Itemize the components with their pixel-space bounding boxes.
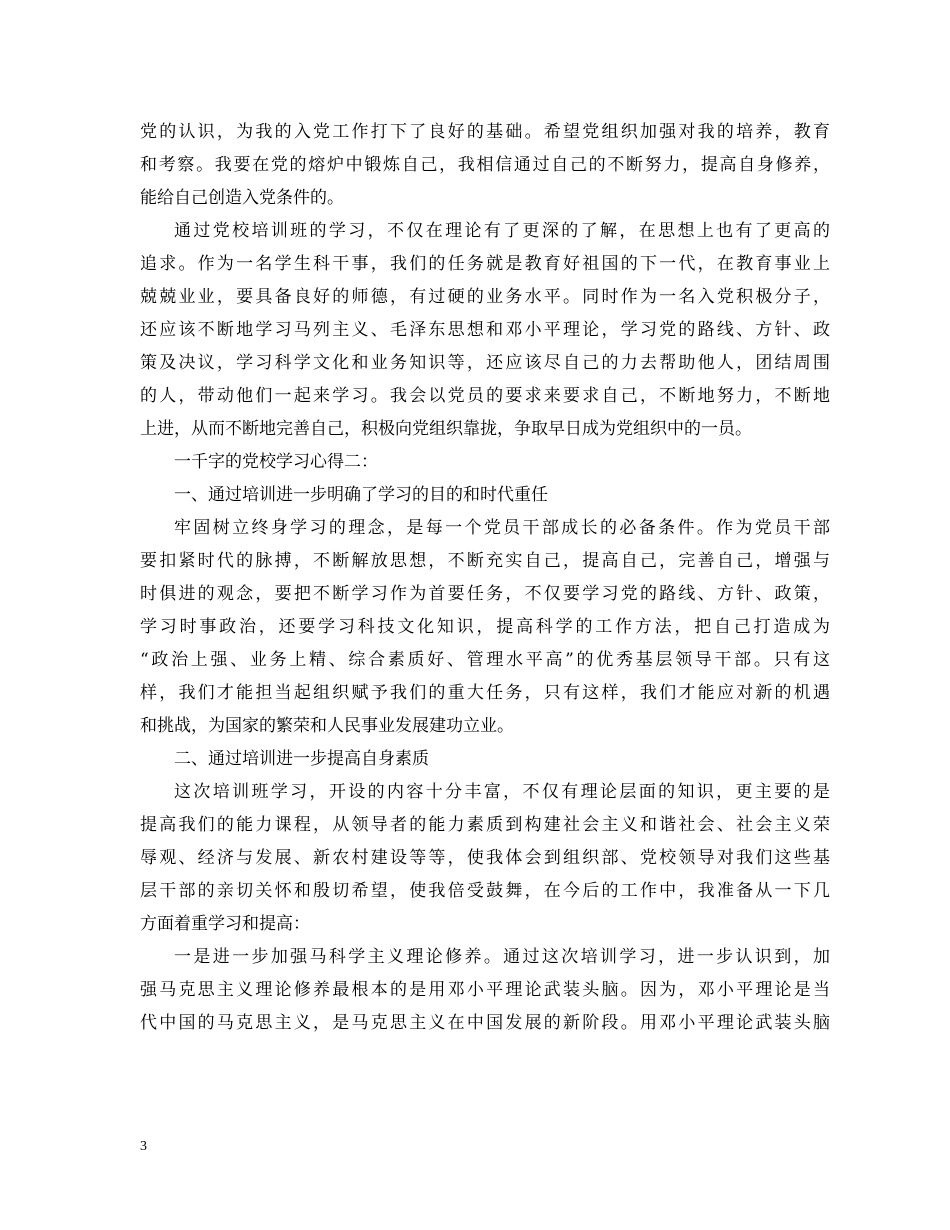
text-line: 的人，带动他们一起来学习。我会以党员的要求来要求自己，不断地努力，不断地 [140, 386, 830, 406]
text-line: 辱观、经济与发展、新农村建设等等，使我体会到组织部、党校领导对我们这些基 [140, 848, 830, 868]
text-line: 牢固树立终身学习的理念，是每一个党员干部成长的必备条件。作为党员干部 [174, 518, 830, 538]
text-line: 层干部的亲切关怀和殷切希望，使我倍受鼓舞，在今后的工作中，我准备从一下几 [140, 881, 830, 901]
text-line: 二、通过培训进一步提高自身素质 [174, 749, 429, 769]
text-line: 党的认识，为我的入党工作打下了良好的基础。希望党组织加强对我的培养，教育 [140, 122, 830, 142]
text-line: 样，我们才能担当起组织赋予我们的重大任务，只有这样，我们才能应对新的机遇 [140, 683, 830, 703]
text-line: 通过党校培训班的学习，不仅在理论有了更深的了解，在思想上也有了更高的 [174, 221, 830, 241]
text-line: 方面着重学习和提高： [140, 914, 310, 934]
text-line: 追求。作为一名学生科干事，我们的任务就是教育好祖国的下一代，在教育事业上 [140, 254, 830, 274]
text-line: 一千字的党校学习心得二： [174, 452, 378, 472]
text-line: 代中国的马克思主义，是马克思主义在中国发展的新阶段。用邓小平理论武装头脑 [140, 1013, 830, 1033]
text-line: 和考察。我要在党的熔炉中锻炼自己，我相信通过自己的不断努力，提高自身修养， [140, 155, 830, 175]
text-line: 策及决议，学习科学文化和业务知识等，还应该尽自己的力去帮助他人，团结周围 [140, 353, 830, 373]
page-number: 3 [140, 1139, 147, 1154]
text-line: 强马克思主义理论修养最根本的是用邓小平理论武装头脑。因为，邓小平理论是当 [140, 980, 830, 1000]
text-line: 一是进一步加强马科学主义理论修养。通过这次培训学习，进一步认识到，加 [174, 947, 830, 967]
text-line: 和挑战，为国家的繁荣和人民事业发展建功立业。 [140, 716, 514, 736]
text-line: 兢兢业业，要具备良好的师德，有过硬的业务水平。同时作为一名入党积极分子， [140, 287, 830, 307]
text-line: 能给自己创造入党条件的。 [140, 188, 344, 208]
text-line: 要扣紧时代的脉搏，不断解放思想，不断充实自己，提高自己，完善自己，增强与 [140, 551, 830, 571]
text-line: 还应该不断地学习马列主义、毛泽东思想和邓小平理论，学习党的路线、方针、政 [140, 320, 830, 340]
text-line: 学习时事政治，还要学习科技文化知识，提高科学的工作方法，把自己打造成为 [140, 617, 830, 637]
document-body [140, 116, 830, 1040]
text-line: 提高我们的能力课程，从领导者的能力素质到构建社会主义和谐社会、社会主义荣 [140, 815, 830, 835]
text-line: “政治上强、业务上精、综合素质好、管理水平高”的优秀基层领导干部。只有这 [140, 650, 830, 670]
text-line: 时俱进的观念，要把不断学习作为首要任务，不仅要学习党的路线、方针、政策， [140, 584, 830, 604]
text-line: 一、通过培训进一步明确了学习的目的和时代重任 [174, 485, 548, 505]
text-line: 上进，从而不断地完善自己，积极向党组织靠拢，争取早日成为党组织中的一员。 [140, 419, 752, 439]
text-line: 这次培训班学习，开设的内容十分丰富，不仅有理论层面的知识，更主要的是 [174, 782, 830, 802]
